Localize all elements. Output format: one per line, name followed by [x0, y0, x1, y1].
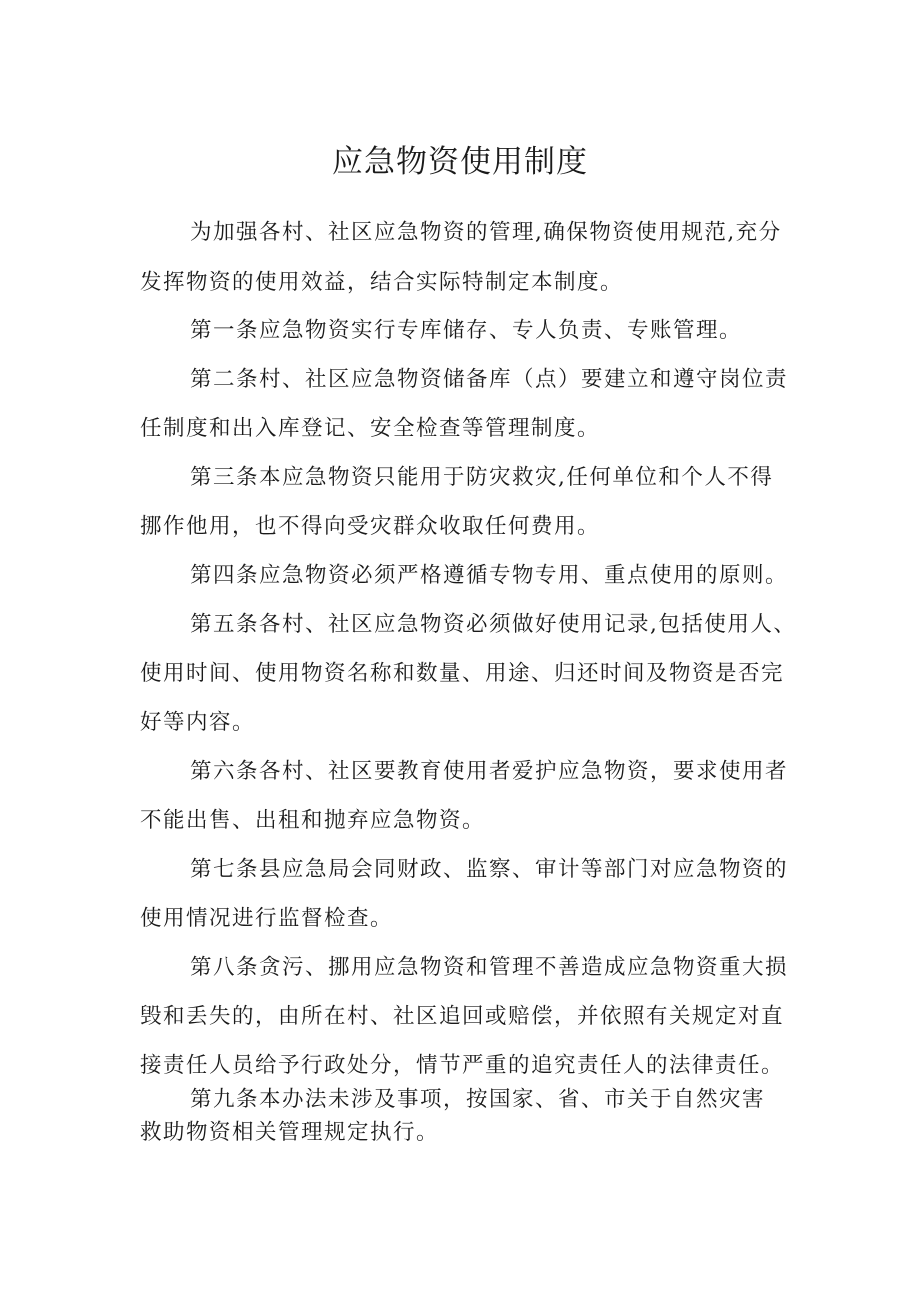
paragraph-line: 第五条各村、社区应急物资必须做好使用记录,包括使用人、 [190, 612, 797, 637]
paragraph-line: 救助物资相关管理规定执行。 [140, 1120, 440, 1145]
paragraph-line: 为加强各村、社区应急物资的管理,确保物资使用规范,充分 [190, 220, 782, 245]
paragraph-line: 第三条本应急物资只能用于防灾救灾,任何单位和个人不得 [190, 465, 774, 490]
paragraph-line: 不能出售、出租和抛弃应急物资。 [140, 808, 486, 833]
paragraph-line: 第六条各村、社区要教育使用者爱护应急物资，要求使用者 [190, 759, 789, 784]
paragraph-line: 第九条本办法未涉及事项，按国家、省、市关于自然灾害 [190, 1087, 766, 1112]
paragraph-line: 接责任人员给予行政处分，情节严重的追究责任人的法律责任。 [140, 1053, 785, 1078]
paragraph-line: 使用情况进行监督检查。 [140, 906, 394, 931]
paragraph-line: 毁和丢失的，由所在村、社区追回或赔偿，并依照有关规定对直 [140, 1004, 785, 1029]
paragraph-line: 第二条村、社区应急物资储备库（点）要建立和遵守岗位责 [190, 367, 789, 392]
paragraph-line: 任制度和出入库登记、安全检查等管理制度。 [140, 416, 601, 441]
paragraph-line: 第八条贪污、挪用应急物资和管理不善造成应急物资重大损 [190, 955, 789, 980]
paragraph-line: 第七条县应急局会同财政、监察、审计等部门对应急物资的 [190, 857, 789, 882]
paragraph-line: 第一条应急物资实行专库储存、专人负责、专账管理。 [190, 318, 743, 343]
document-title: 应急物资使用制度 [332, 144, 588, 180]
paragraph-line: 第四条应急物资必须严格遵循专物专用、重点使用的原则。 [190, 563, 789, 588]
paragraph-line: 使用时间、使用物资名称和数量、用途、归还时间及物资是否完 [140, 661, 785, 686]
paragraph-line: 发挥物资的使用效益，结合实际特制定本制度。 [140, 270, 624, 295]
paragraph-line: 挪作他用，也不得向受灾群众收取任何费用。 [140, 514, 601, 539]
paragraph-line: 好等内容。 [140, 710, 256, 735]
